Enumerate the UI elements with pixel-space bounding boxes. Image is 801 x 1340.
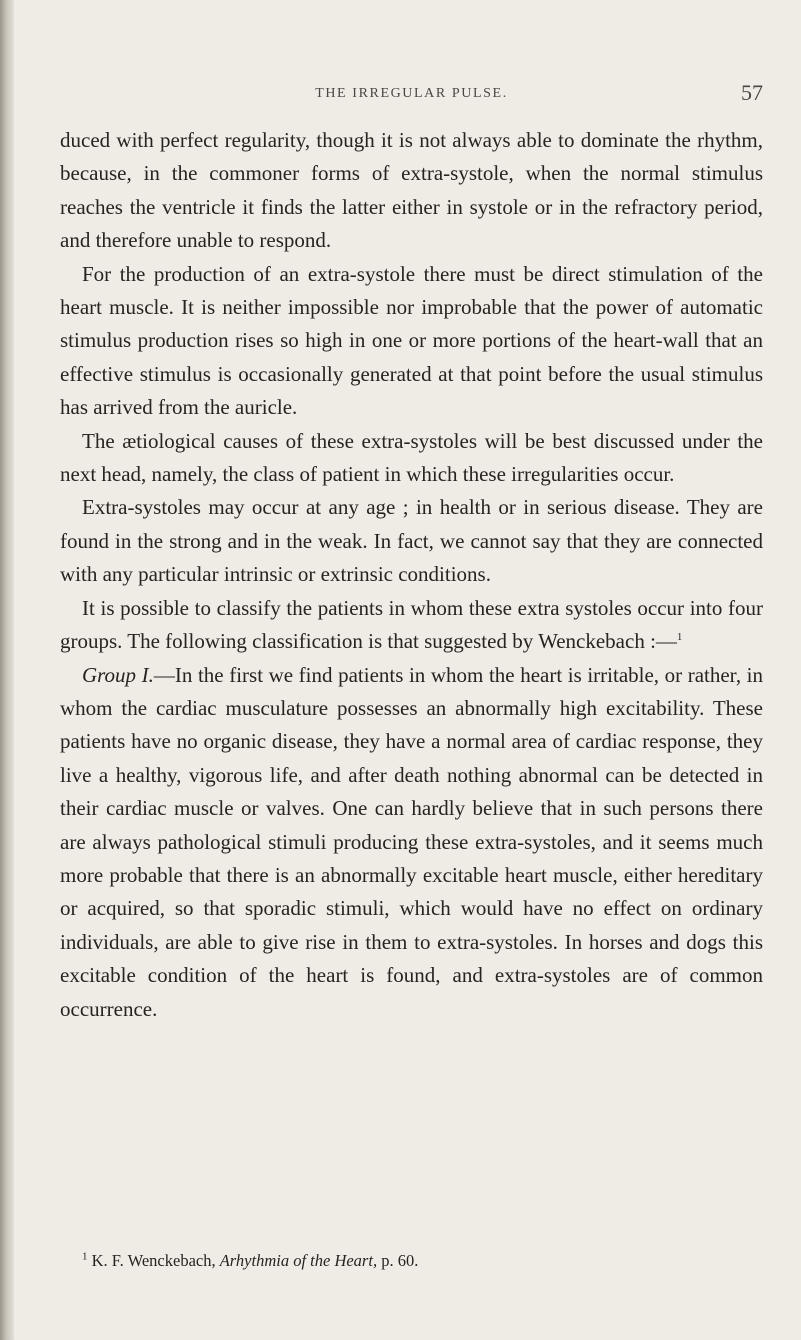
footnote-reference: 1 <box>676 631 683 644</box>
footnote-title: Arhythmia of the Heart, <box>219 1251 378 1270</box>
paragraph-extra-systole-production: For the production of an extra-systole there must be direct stimulation of the heart muscle. It is neither impossible nor improbable that the power of automatic stimulus production rises so high in one or more portions of the heart-wall that an effective stimulus is occasionally generated at that point before the usual stimulus has arrived from the auricle. <box>60 261 763 420</box>
paragraph-occurrence: Extra-systoles may occur at any age ; in health or in serious disease. They are found in the strong and in the weak. In fact, we cannot say that they are connected with any particular intrinsic or extrinsic conditions. <box>60 495 763 587</box>
footnote-mark: 1 <box>82 1250 88 1263</box>
group-one-text: —In the first we find patients in whom the heart is irritable, or rather, in whom the cardiac musculature possesses an abnormally high excitability. These patients have no organic disease, they have a normal area of cardiac response, they live a healthy, vigorous life, and after death nothing abnormal can be detected in their cardiac muscle or valves. One can hardly believe that in such persons there are always pathological stimuli producing these extra-systoles, and it seems much more probable that there is an abnormally excitable heart muscle, either hereditary or acquired, so that sporadic stimuli, which would have no effect on ordinary individuals, are able to give rise in them to extra-systoles. In horses and dogs this excitable condition of the heart is found, and extra-systoles are of common occurrence. <box>60 662 763 1021</box>
footnote-page: p. 60. <box>381 1251 419 1270</box>
paragraph-group-one <box>60 659 763 1026</box>
footnote-author: K. F. Wenckebach, <box>91 1251 216 1270</box>
paragraph-classification <box>60 592 763 659</box>
paragraph-continuation: duced with perfect regularity, though it is not always able to dominate the rhythm, because, in the commoner forms of extra-systole, when the normal stimulus reaches the ventricle it finds the latter either in systole or in the refractory period, and therefore unable to respond. <box>60 128 763 253</box>
page-number: 57 <box>741 80 763 105</box>
footnote <box>60 1250 763 1272</box>
classification-text: It is possible to classify the patients in whom these extra systoles occur into four groups. The following classification is that suggested by Wenckebach :— <box>60 595 763 654</box>
paragraph-aetiological-causes: The ætiological causes of these extra-systoles will be best discussed under the next head, namely, the class of patient in which these irregularities occur. <box>60 428 763 487</box>
body-text <box>60 124 763 1026</box>
running-head <box>60 80 763 108</box>
group-heading: Group I. <box>82 662 154 687</box>
running-head-title: THE IRREGULAR PULSE. <box>315 86 508 101</box>
